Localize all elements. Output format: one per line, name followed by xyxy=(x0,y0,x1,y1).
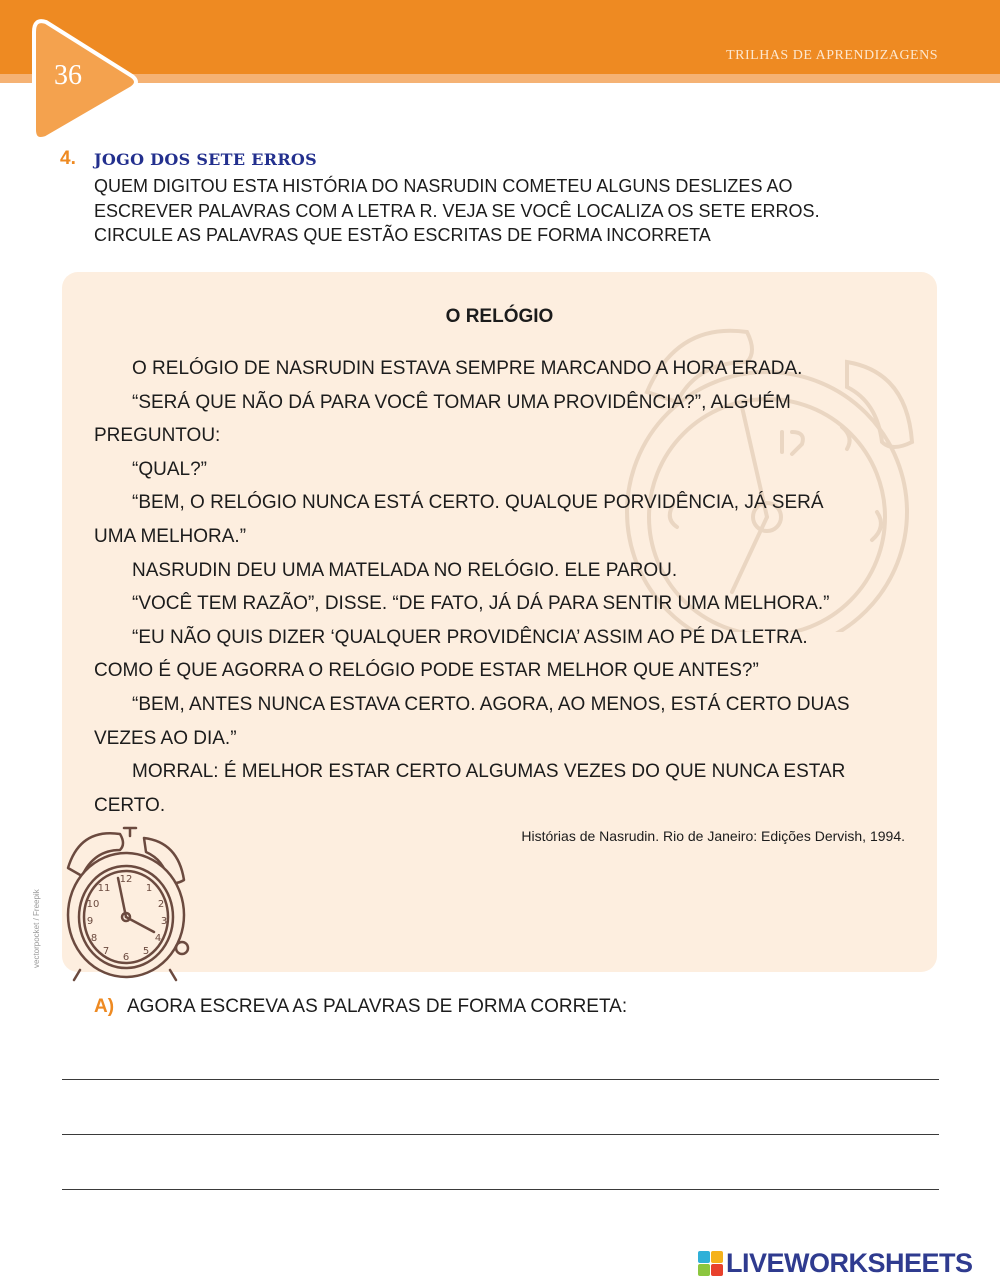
instruction-line: QUEM DIGITOU ESTA HISTÓRIA DO NASRUDIN COMETEU ALGUNS DESLIZES AO xyxy=(94,176,793,196)
answer-line-1[interactable] xyxy=(62,1079,939,1080)
story-line: NASRUDIN DEU UMA MATELADA NO RELÓGIO. ELE PAROU. xyxy=(132,559,678,581)
svg-text:5: 5 xyxy=(142,946,150,957)
page-badge-arrow-icon xyxy=(28,18,140,142)
subquestion-label: A) xyxy=(94,996,115,1017)
story-line: “BEM, ANTES NUNCA ESTAVA CERTO. AGORA, AO MENOS, ESTÁ CERTO DUAS xyxy=(132,693,850,715)
story-line: CERTO. xyxy=(94,794,166,816)
svg-text:12: 12 xyxy=(119,874,133,885)
liveworksheets-wordmark: LIVEWORKSHEETS xyxy=(726,1248,973,1278)
subquestion-text: AGORA ESCREVA AS PALAVRAS DE FORMA CORRETA: xyxy=(127,996,628,1017)
svg-text:3: 3 xyxy=(160,916,168,927)
svg-text:1: 1 xyxy=(145,883,153,894)
question-number: 4. xyxy=(60,148,76,169)
story-line: COMO É QUE AGORRA O RELÓGIO PODE ESTAR MELHOR QUE ANTES?” xyxy=(94,660,759,682)
instruction-line: CIRCULE AS PALAVRAS QUE ESTÃO ESCRITAS DE FORMA INCORRETA xyxy=(94,225,711,245)
story-line: “EU NÃO QUIS DIZER ‘QUALQUER PROVIDÊNCIA’ ASSIM AO PÉ DA LETRA. xyxy=(132,626,808,648)
story-line: UMA MELHORA.” xyxy=(94,525,247,547)
answer-line-3[interactable] xyxy=(62,1189,939,1190)
svg-text:9: 9 xyxy=(86,916,94,927)
svg-text:2: 2 xyxy=(157,899,165,910)
story-citation: Histórias de Nasrudin. Rio de Janeiro: Edições Dervish, 1994. xyxy=(521,828,905,844)
alarm-clock-icon xyxy=(60,820,195,985)
svg-text:4: 4 xyxy=(154,933,162,944)
svg-text:10: 10 xyxy=(86,899,100,910)
header-stripe xyxy=(0,74,1000,83)
question-title: JOGO DOS SETE ERROS xyxy=(94,150,318,169)
question-instructions xyxy=(94,174,820,248)
story-line: MORRAL: É MELHOR ESTAR CERTO ALGUMAS VEZES DO QUE NUNCA ESTAR xyxy=(132,761,846,783)
svg-text:6: 6 xyxy=(122,952,130,963)
live-mark-icon xyxy=(698,1251,724,1277)
story-line: “BEM, O RELÓGIO NUNCA ESTÁ CERTO. QUALQUE PORVIDÊNCIA, JÁ SERÁ xyxy=(132,492,824,514)
image-credit: vectorpocket / Freepik xyxy=(32,889,41,968)
liveworksheets-logo[interactable] xyxy=(698,1248,998,1280)
svg-text:8: 8 xyxy=(90,933,98,944)
story-text xyxy=(94,352,850,822)
story-line: O RELÓGIO DE NASRUDIN ESTAVA SEMPRE MARCANDO A HORA ERADA. xyxy=(132,358,803,379)
story-line: PREGUNTOU: xyxy=(94,425,221,447)
svg-text:7: 7 xyxy=(102,946,110,957)
story-title: O RELÓGIO xyxy=(445,306,554,327)
story-line: “VOCÊ TEM RAZÃO”, DISSE. “DE FATO, JÁ DÁ PARA SENTIR UMA MELHORA.” xyxy=(132,593,830,615)
svg-text:11: 11 xyxy=(97,883,111,894)
series-title: TRILHAS DE APRENDIZAGENS xyxy=(726,48,938,63)
story-line: “QUAL?” xyxy=(132,458,207,480)
answer-line-2[interactable] xyxy=(62,1134,939,1135)
instruction-line: ESCREVER PALAVRAS COM A LETRA R. VEJA SE VOCÊ LOCALIZA OS SETE ERROS. xyxy=(94,200,820,221)
story-line: VEZES AO DIA.” xyxy=(94,727,237,749)
story-line: “SERÁ QUE NÃO DÁ PARA VOCÊ TOMAR UMA PROVIDÊNCIA?”, ALGUÉM xyxy=(132,391,791,413)
page-number: 36 xyxy=(54,60,82,91)
